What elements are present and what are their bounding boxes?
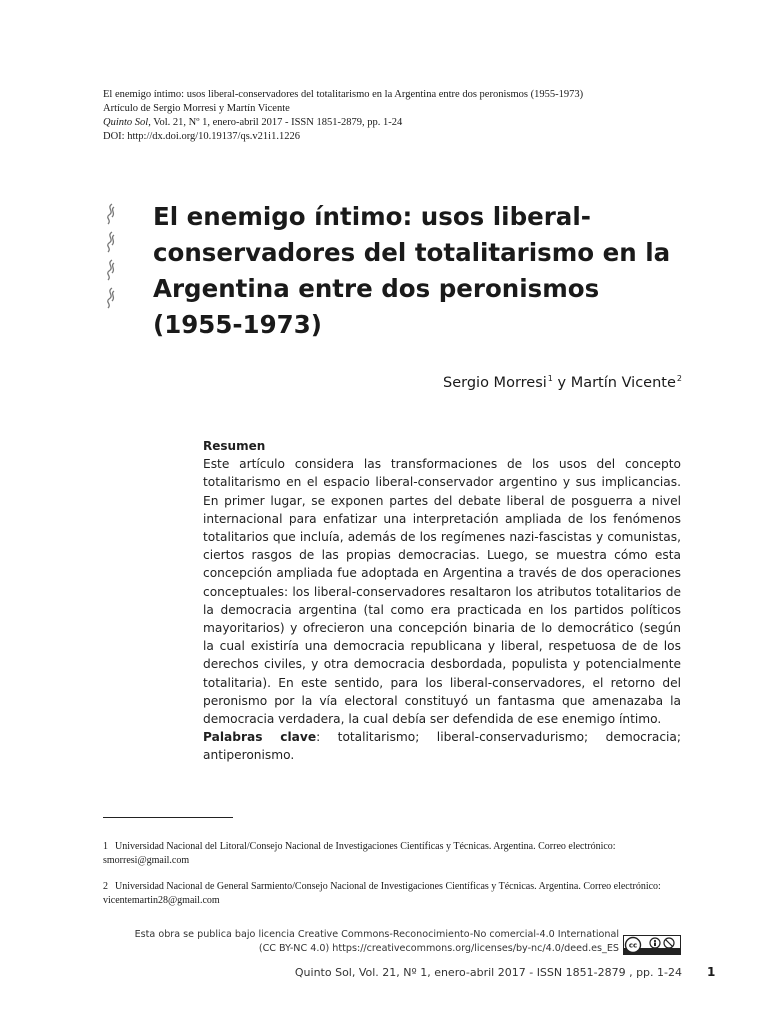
footnote-ref[interactable]: 1 xyxy=(547,374,553,383)
author-line xyxy=(443,374,682,391)
running-header xyxy=(103,88,703,144)
license-line: Esta obra se publica bajo licencia Creative Commons-Reconocimiento-No comercial-4.0 International xyxy=(134,929,619,940)
footnote xyxy=(103,880,683,908)
footnote-text: Universidad Nacional del Litoral/Consejo Nacional de Investigaciones Científicas y Técnicas. Argentina. Correo electrónico: smorresi@gmail.com xyxy=(103,841,616,866)
cc-badge-label: cc xyxy=(628,941,638,950)
abstract xyxy=(203,437,681,765)
abstract-body: Este artículo considera las transformaciones de los usos del concepto totalitarismo en el espacio liberal-conservador argentino y sus implicancias. En primer lugar, se exponen partes del debate liberal de posguerra a nivel internacional para enfatizar una interpretación ampliada de los fenómenos totalitarios que incluía, además de los regímenes nazi-fascistas y comunistas, ciertos rasgos de las propias democracias. Luego, se muestra cómo esta concepción ampliada fue adoptada en Argentina a través de dos operaciones conceptuales: los liberal-conservadores resaltaron los atributos totalitarios de la democracia argentina (tal como era practicada en los partidos políticos mayoritarios) y ofrecieron una concepción binaria de lo democrático (según la cual existiría una democracia republicana y liberal, respetuosa de de los derechos civiles, y otra democracia desbordada, populista y potencialmente totalitaria). En este sentido, para los liberal-conservadores, el retorno del peronismo por la vía electoral constituyó un fantasma que amenazaba la democracia verdadera, la cual debía ser defendida de ese enemigo íntimo. xyxy=(203,457,681,727)
keywords-label: Palabras clave xyxy=(203,730,317,745)
header-doi: DOI: http://dx.doi.org/10.19137/qs.v21i1.1226 xyxy=(103,131,300,142)
header-article-title: El enemigo íntimo: usos liberal-conservadores del totalitarismo en la Argentina entre dos peronismos (1955-1973) xyxy=(103,89,584,100)
page-footer-citation: Quinto Sol, Vol. 21, Nº 1, enero-abril 2017 - ISSN 1851-2879 , pp. 1-24 xyxy=(294,966,682,979)
author-name: Sergio Morresi xyxy=(443,375,547,391)
keywords-list: : totalitarismo; liberal-conservadurismo; democracia; antiperonismo. xyxy=(203,730,681,763)
article-title: El enemigo íntimo: usos liberal-conservadores del totalitarismo en la Argentina entre dos peronismos (1955-1973) xyxy=(153,202,671,339)
header-journal-line xyxy=(103,116,703,130)
author-connector: y xyxy=(552,375,571,391)
footnote-ref[interactable]: 2 xyxy=(676,374,682,383)
title-ornaments xyxy=(103,203,123,315)
license-url[interactable]: (CC BY-NC 4.0) https://creativecommons.org/licenses/by-nc/4.0/deed.es_ES xyxy=(258,943,619,954)
header-authors: Artículo de Sergio Morresi y Martín Vicente xyxy=(103,103,290,114)
author-name: Martín Vicente xyxy=(570,375,676,391)
abstract-heading: Resumen xyxy=(203,439,266,453)
scroll-flourish-icon xyxy=(103,287,119,309)
scroll-flourish-icon xyxy=(103,231,119,253)
header-journal-name: Quinto Sol xyxy=(103,117,149,128)
license-notice xyxy=(103,928,619,956)
footnote-number: 1 xyxy=(103,841,108,852)
header-journal-details: , Vol. 21, Nº 1, enero-abril 2017 - ISSN 1851-2879, pp. 1-24 xyxy=(148,117,403,128)
page-number: 1 xyxy=(707,965,716,979)
footnote-text: Universidad Nacional de General Sarmiento/Consejo Nacional de Investigaciones Científicas y Técnicas. Argentina. Correo electrónico: vicentemartin28@gmail.com xyxy=(103,881,661,906)
footnote xyxy=(103,840,683,868)
cc-by-nc-badge[interactable] xyxy=(623,935,681,955)
footnote-number: 2 xyxy=(103,881,108,892)
keywords xyxy=(203,728,681,764)
scroll-flourish-icon xyxy=(103,203,119,225)
footnote-separator xyxy=(103,817,233,818)
scroll-flourish-icon xyxy=(103,259,119,281)
